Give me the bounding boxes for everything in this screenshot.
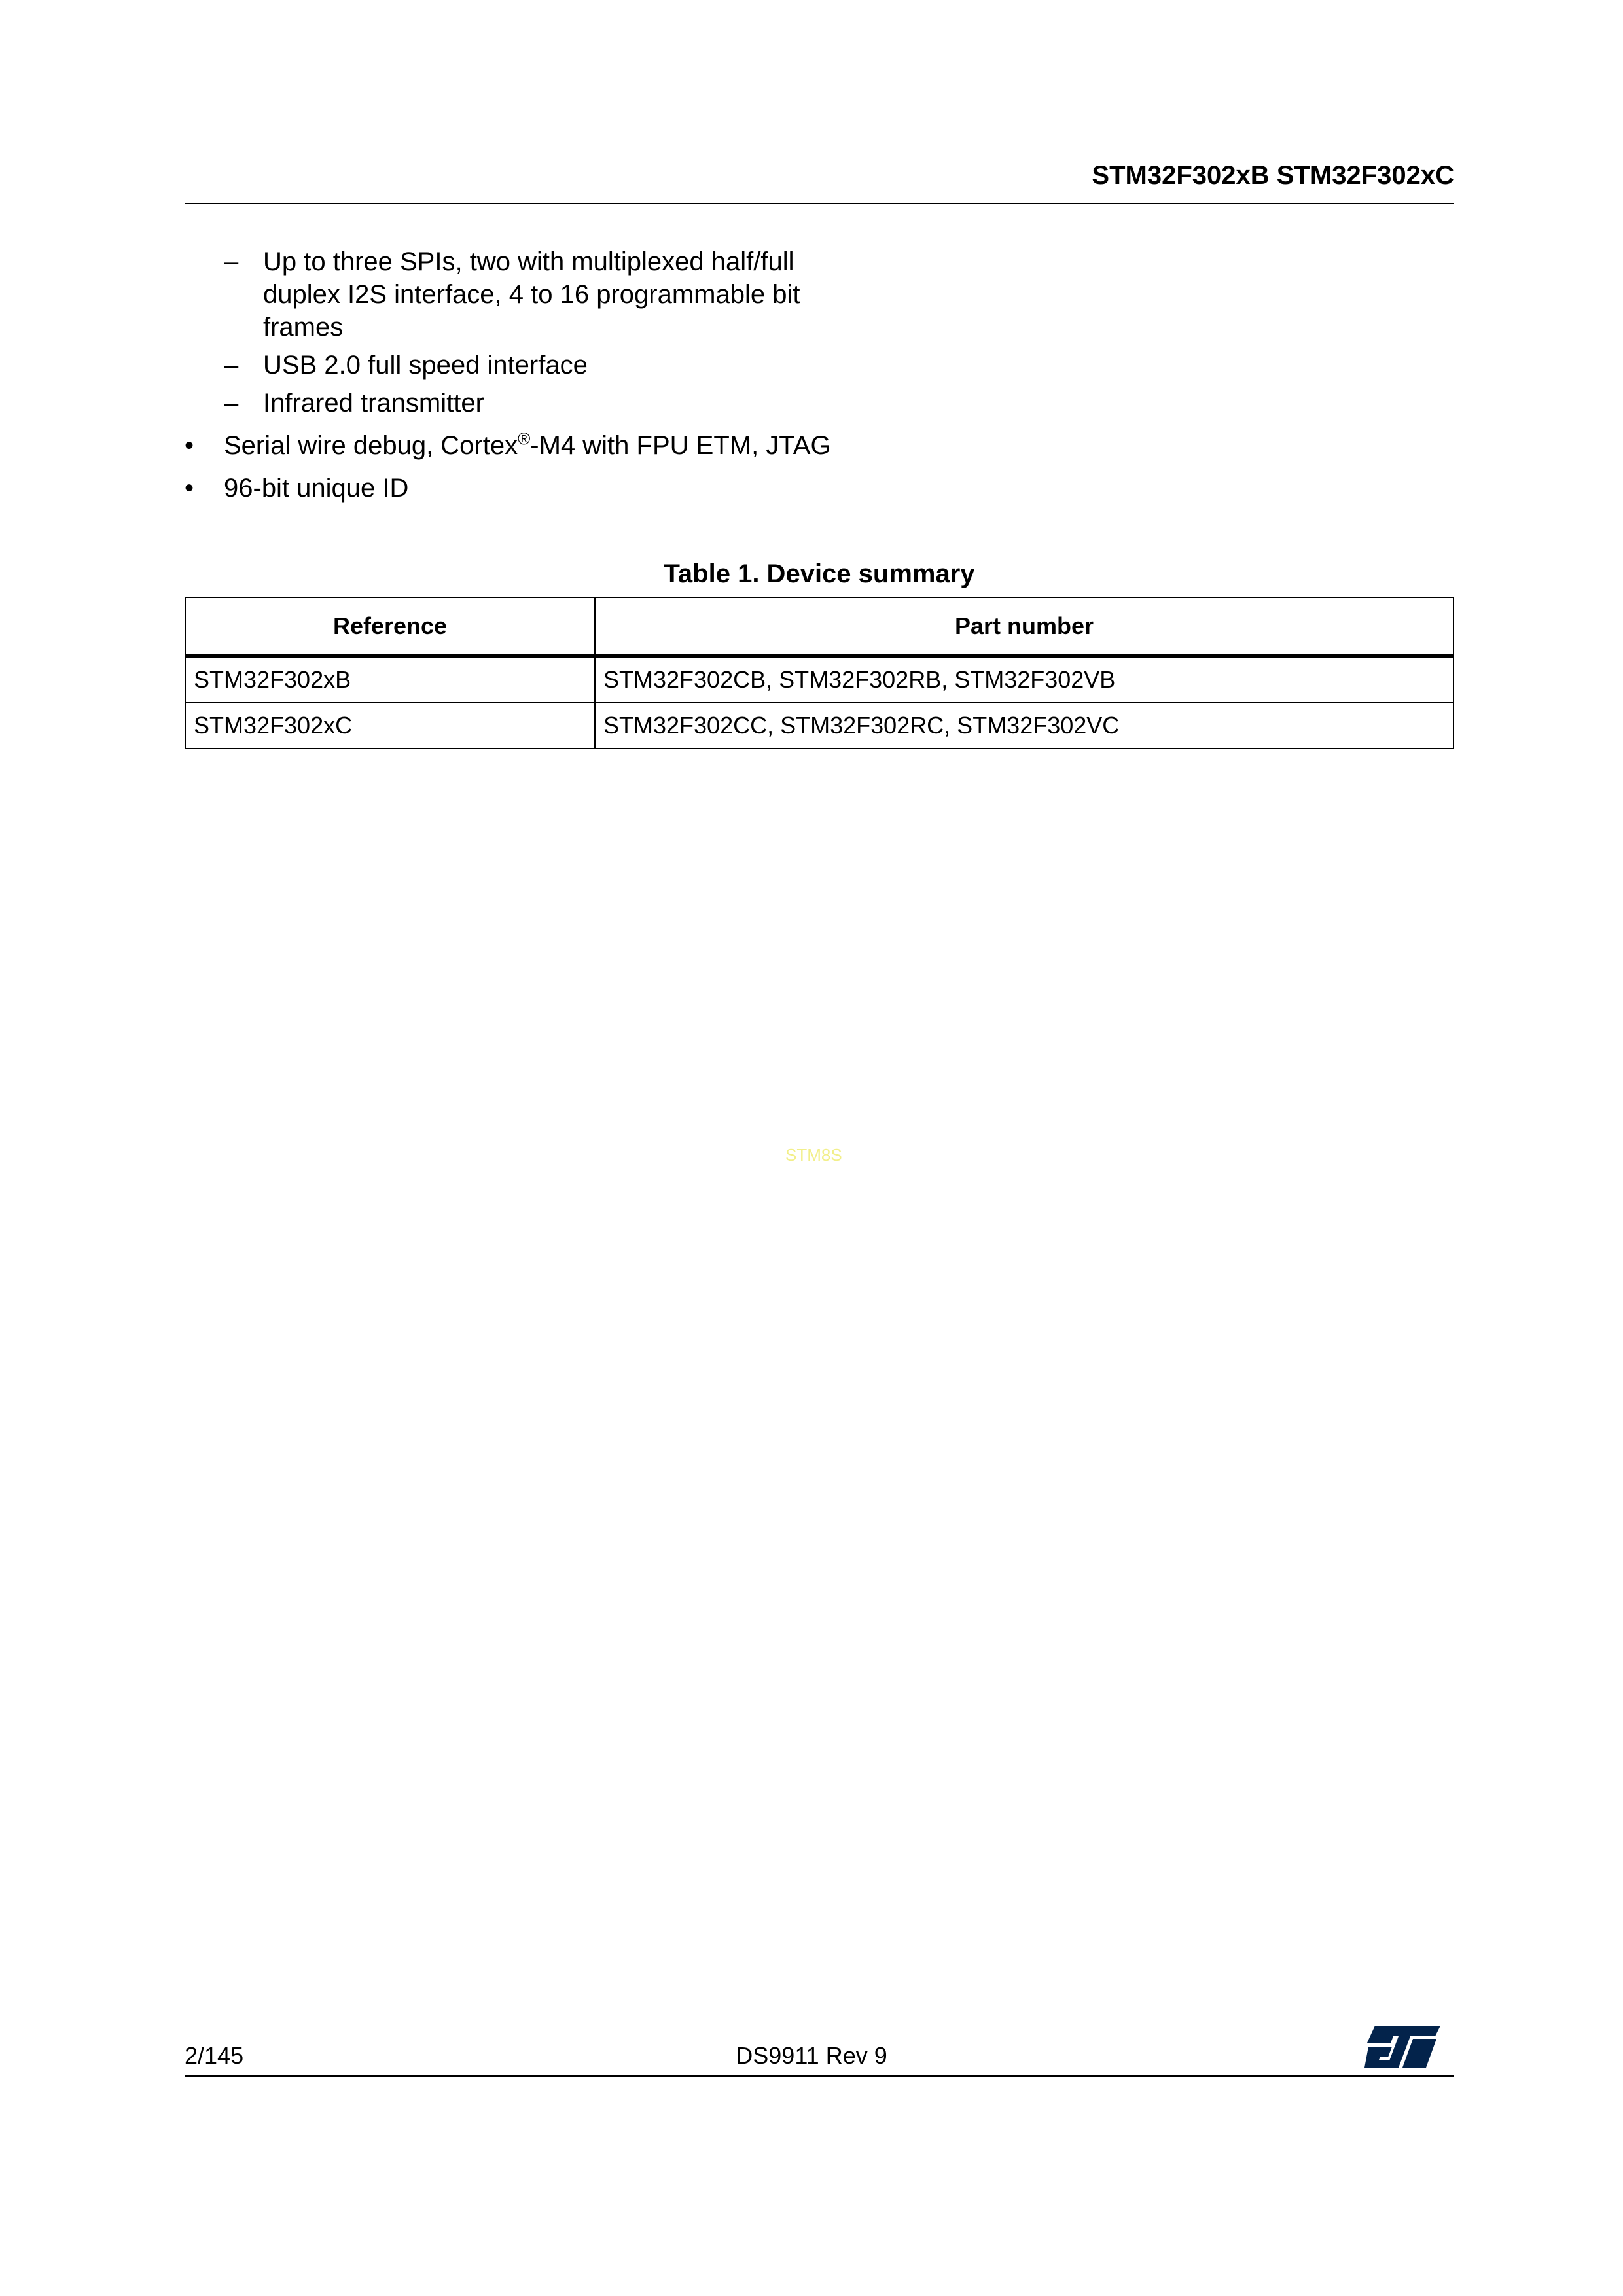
list-item-text-after: -M4 with FPU ETM, JTAG	[530, 431, 831, 460]
column-header-reference: Reference	[185, 597, 595, 656]
list-item-text: Infrared transmitter	[263, 389, 484, 417]
device-summary-table	[185, 597, 1454, 749]
list-item-text: 96-bit unique ID	[224, 474, 409, 503]
table-caption: Table 1. Device summary	[664, 559, 975, 588]
footer-divider	[185, 2075, 1454, 2077]
list-item	[185, 245, 852, 344]
table-cell-reference: STM32F302xC	[185, 703, 595, 749]
dash-marker: –	[224, 389, 239, 417]
list-item	[185, 429, 944, 462]
list-item	[185, 472, 944, 504]
bullet-marker: •	[185, 431, 194, 460]
watermark-text: STM8S	[785, 1145, 842, 1165]
page-number: 2/145	[185, 2042, 244, 2069]
st-logo-icon	[1364, 2023, 1443, 2070]
table-cell-part-number: STM32F302CC, STM32F302RC, STM32F302VC	[595, 703, 1454, 749]
feature-bullet-list	[185, 429, 1454, 504]
table-cell-reference: STM32F302xB	[185, 656, 595, 703]
dash-marker: –	[224, 247, 239, 276]
table-header-row	[185, 597, 1454, 656]
table-row	[185, 656, 1454, 703]
column-header-part-number: Part number	[595, 597, 1454, 656]
list-item-text: USB 2.0 full speed interface	[263, 351, 588, 380]
dash-marker: –	[224, 351, 239, 380]
header-divider	[185, 203, 1454, 204]
page-header-title: STM32F302xB STM32F302xC	[1092, 161, 1454, 190]
list-item-text-before: Serial wire debug, Cortex	[224, 431, 518, 460]
list-item	[185, 387, 852, 419]
feature-list	[185, 245, 1454, 504]
list-item	[185, 349, 852, 381]
document-id: DS9911 Rev 9	[736, 2042, 887, 2069]
list-item-text: Up to three SPIs, two with multiplexed half/full duplex I2S interface, 4 to 16 programmable bit frames	[263, 247, 800, 342]
table-cell-part-number: STM32F302CB, STM32F302RB, STM32F302VB	[595, 656, 1454, 703]
registered-mark: ®	[518, 429, 531, 449]
bullet-marker: •	[185, 474, 194, 503]
peripheral-sub-list	[185, 245, 1454, 419]
table-row	[185, 703, 1454, 749]
